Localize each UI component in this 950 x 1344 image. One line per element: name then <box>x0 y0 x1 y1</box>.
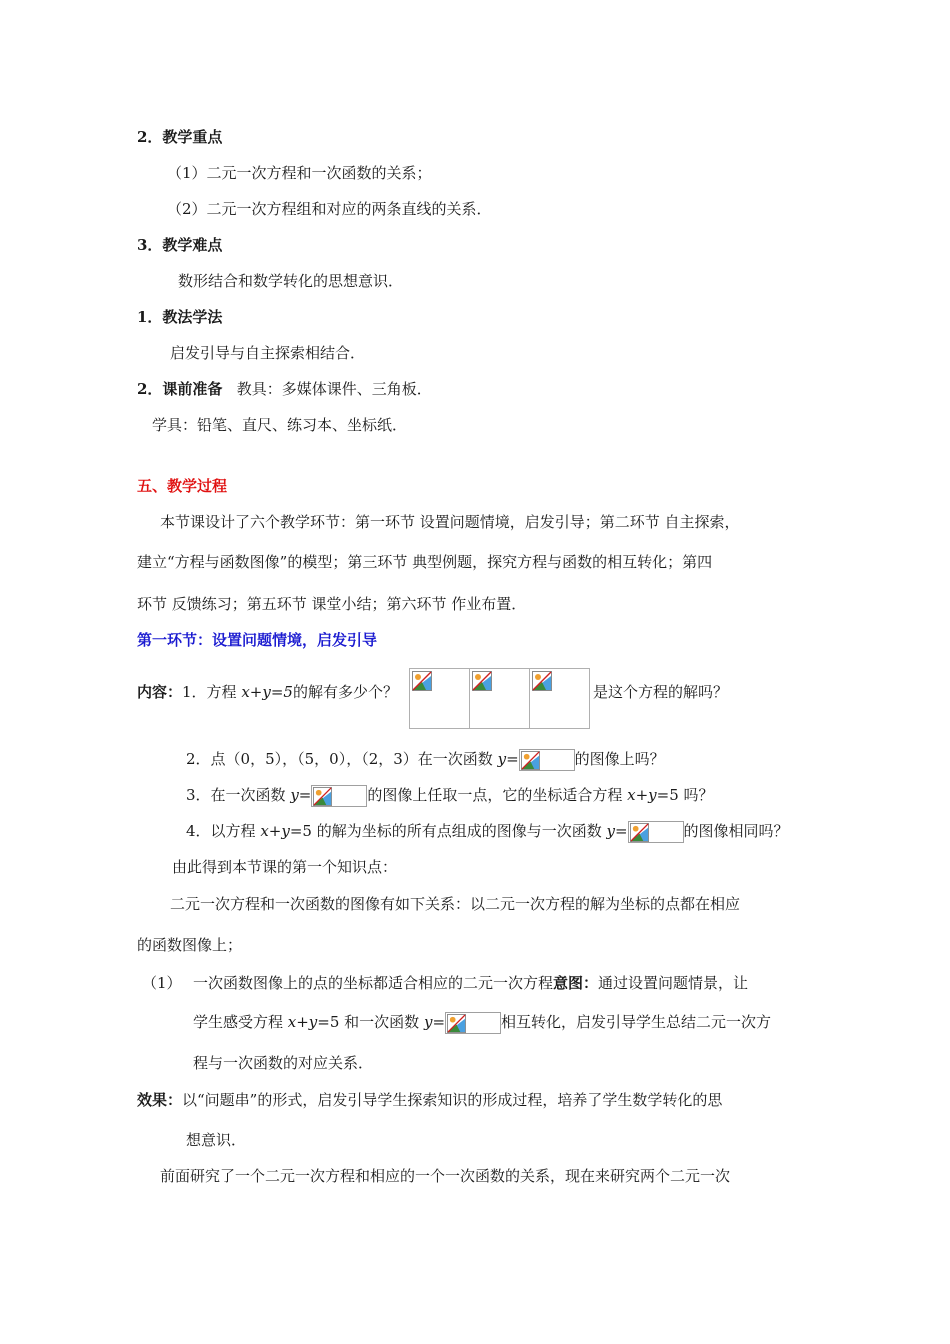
section-title-key-points: 2．教学重点 <box>137 128 223 146</box>
function-image-placeholder <box>628 821 684 843</box>
function-image-placeholder <box>445 1012 501 1034</box>
process-paragraph-line-1: 本节课设计了六个教学环节：第一环节 设置问题情境，启发引导；第二环节 自主探索， <box>160 513 740 531</box>
effect-line-1: 效果：以“问题串”的形式，启发引导学生探索知识的形成过程，培养了学生数学转化的思 <box>137 1091 723 1109</box>
preparation-student-tools: 学具：铅笔、直尺、练习本、坐标纸． <box>152 416 408 434</box>
broken-image-icon <box>472 671 492 691</box>
process-paragraph-line-3: 环节 反馈练习；第五环节 课堂小结；第六环节 作业布置． <box>137 595 527 613</box>
step-1-heading: 第一环节：设置问题情境，启发引导 <box>137 631 378 649</box>
question-3: 3．在一次函数 y= 的图像上任取一点，它的坐标适合方程 x+y=5 吗？ <box>186 785 714 807</box>
key-point-1: （1）二元一次方程和一次函数的关系； <box>167 164 432 182</box>
broken-image-icon <box>313 787 332 806</box>
broken-image-icon <box>532 671 552 691</box>
image-placeholder-2 <box>469 668 530 729</box>
image-placeholder-3 <box>529 668 590 729</box>
section-heading-teaching-process: 五、教学过程 <box>137 477 228 495</box>
broken-image-icon <box>447 1014 466 1033</box>
knowledge-item-line-3: 程与一次函数的对应关系． <box>193 1054 374 1072</box>
preparation-line <box>137 379 432 399</box>
section-title-preparation: 2．课前准备 <box>137 380 223 398</box>
question-2: 2．点（0，5），（5，0），（2，3）在一次函数 y= 的图像上吗？ <box>186 749 665 771</box>
knowledge-intro: 由此得到本节课的第一个知识点： <box>172 858 398 876</box>
difficulty-text: 数形结合和数学转化的思想意识． <box>178 272 404 290</box>
equation-x-plus-y-5: x+y=5 <box>241 683 293 701</box>
section-title-difficulty: 3．教学难点 <box>137 236 223 254</box>
image-placeholder-1 <box>409 668 470 729</box>
intent-label: 意图： <box>553 974 599 992</box>
function-image-placeholder <box>311 785 367 807</box>
knowledge-item-line-1: 一次函数图像上的点的坐标都适合相应的二元一次方程意图：通过设置问题情景，让 <box>193 974 749 992</box>
effect-line-2: 想意识． <box>186 1131 247 1149</box>
effect-label: 效果： <box>137 1091 183 1109</box>
broken-image-icon <box>412 671 432 691</box>
question-1: 内容：1．方程 x+y=5的解有多少个？ <box>137 683 398 701</box>
knowledge-line-2: 的函数图像上； <box>137 936 243 954</box>
content-label: 内容： <box>137 683 183 701</box>
broken-image-icon <box>521 751 540 770</box>
section-title-methods: 1．教法学法 <box>137 308 223 326</box>
knowledge-line-1: 二元一次方程和一次函数的图像有如下关系：以二元一次方程的解为坐标的点都在相应 <box>170 895 741 913</box>
function-image-placeholder <box>519 749 575 771</box>
question-4: 4．以方程 x+y=5 的解为坐标的所有点组成的图像与一次函数 y= 的图像相同吗？ <box>186 821 789 843</box>
preparation-teacher-tools: 教具：多媒体课件、三角板． <box>236 380 432 398</box>
methods-text: 启发引导与自主探索相结合． <box>170 344 366 362</box>
closing-paragraph-line: 前面研究了一个二元一次方程和相应的一个一次函数的关系，现在来研究两个二元一次 <box>160 1167 731 1185</box>
key-point-2: （2）二元一次方程组和对应的两条直线的关系． <box>167 200 492 218</box>
broken-image-icon <box>630 823 649 842</box>
knowledge-item-number: （1） <box>142 974 182 992</box>
process-paragraph-line-2: 建立“方程与函数图像”的模型；第三环节 典型例题，探究方程与函数的相互转化；第四 <box>137 553 713 571</box>
question-1-tail: 是这个方程的解吗？ <box>593 683 729 701</box>
knowledge-item-line-2: 学生感受方程 x+y=5 和一次函数 y= 相互转化，启发引导学生总结二元一次方 <box>193 1012 771 1034</box>
